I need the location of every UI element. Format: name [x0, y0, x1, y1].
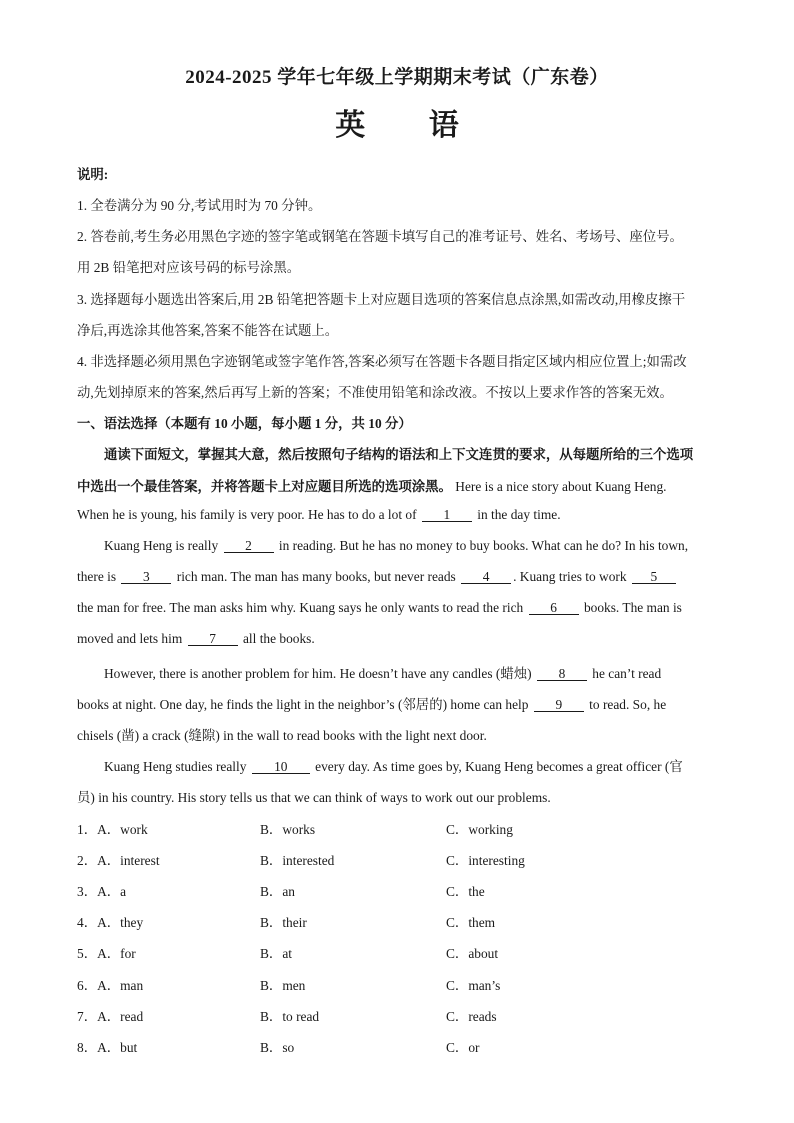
passage-text: in the day time. — [473, 507, 561, 522]
option-a[interactable]: 5．A．for — [77, 946, 136, 961]
passage-text: to read. So, he — [585, 697, 667, 712]
question-options-7 — [77, 1006, 717, 1026]
passage-text: every day. As time goes by, Kuang Heng becomes a great officer (官 — [311, 759, 683, 774]
blank-2: 2 — [224, 539, 274, 553]
passage-line: 员) in his country. His story tells us that we can think of ways to work out our problems. — [77, 790, 551, 805]
directions-line-1: 通读下面短文，掌握其大意，然后按照句子结构的语法和上下文连贯的要求，从每题所给的三个选项 — [104, 447, 694, 462]
instruction-3a: 3. 选择题每小题选出答案后,用 2B 铅笔把答题卡上对应题目选项的答案信息点涂黑,如需改动,用橡皮擦干 — [77, 292, 686, 307]
directions-line-2 — [77, 476, 717, 495]
instruction-2b: 用 2B 铅笔把对应该号码的标号涂黑。 — [77, 260, 301, 275]
passage-text: When he is young, his family is very poor. He has to do a lot of — [77, 507, 420, 522]
question-options-4 — [77, 912, 717, 932]
passage-line — [104, 756, 744, 775]
option-c[interactable]: C．about — [446, 946, 499, 961]
exam-title: 2024-2025 学年七年级上学期期末考试（广东卷） — [185, 67, 609, 88]
blank-9: 9 — [534, 698, 584, 712]
option-b[interactable]: B．to read — [260, 1009, 320, 1024]
question-options-1 — [77, 819, 717, 839]
option-a[interactable]: 6．A．man — [77, 978, 144, 993]
blank-7: 7 — [188, 632, 238, 646]
blank-8: 8 — [537, 667, 587, 681]
option-b[interactable]: B．men — [260, 978, 306, 993]
option-b[interactable]: B．works — [260, 822, 316, 837]
passage-line — [77, 507, 717, 523]
passage-text: . Kuang tries to work — [513, 569, 630, 584]
option-c[interactable]: C．reads — [446, 1009, 497, 1024]
instruction-2a: 2. 答卷前,考生务必用黑色字迹的签字笔或钢笔在答题卡填写自己的准考证号、姓名、考场号、座位号。 — [77, 229, 683, 244]
passage-text: all the books. — [239, 631, 315, 646]
question-options-6 — [77, 975, 717, 995]
instruction-3b: 净后,再选涂其他答案,答案不能答在试题上。 — [77, 323, 339, 338]
passage-text: books at night. One day, he finds the light in the neighbor’s (邻居的) home can help — [77, 697, 532, 712]
blank-4: 4 — [461, 570, 511, 584]
passage-text: there is — [77, 569, 120, 584]
passage-text: books. The man is — [580, 600, 682, 615]
question-options-3 — [77, 881, 717, 901]
option-b[interactable]: B．an — [260, 884, 295, 899]
passage-intro: Here is a nice story about Kuang Heng. — [451, 479, 667, 494]
blank-10: 10 — [252, 760, 310, 774]
option-a[interactable]: 3．A．a — [77, 884, 127, 899]
option-b[interactable]: B．their — [260, 915, 307, 930]
option-a[interactable]: 1．A．work — [77, 822, 148, 837]
blank-5: 5 — [632, 570, 676, 584]
passage-line — [77, 694, 717, 713]
instruction-4b: 动,先划掉原来的答案,然后再写上新的答案；不准使用铅笔和涂改液。不按以上要求作答的答案无效。 — [77, 385, 673, 400]
option-c[interactable]: C．man’s — [446, 978, 501, 993]
option-b[interactable]: B．at — [260, 946, 292, 961]
option-a[interactable]: 8．A．but — [77, 1040, 138, 1055]
section-heading: 一、语法选择（本题有 10 小题，每小题 1 分，共 10 分） — [77, 416, 412, 431]
passage-text: Kuang Heng is really — [104, 538, 222, 553]
option-b[interactable]: B．interested — [260, 853, 335, 868]
passage-text: rich man. The man has many books, but never reads — [173, 569, 460, 584]
option-c[interactable]: C．the — [446, 884, 485, 899]
option-c[interactable]: C．interesting — [446, 853, 525, 868]
passage-text: he can’t read — [588, 666, 662, 681]
question-options-8 — [77, 1037, 717, 1057]
passage-text: moved and lets him — [77, 631, 186, 646]
option-c[interactable]: C．them — [446, 915, 496, 930]
passage-text: in reading. But he has no money to buy books. What can he do? In his town, — [275, 538, 689, 553]
passage-line — [77, 569, 717, 585]
passage-text: However, there is another problem for him. He doesn’t have any candles (蜡烛) — [104, 666, 535, 681]
passage-line — [77, 600, 717, 616]
passage-line: chisels (凿) a crack (缝隙) in the wall to read books with the light next door. — [77, 728, 487, 743]
option-c[interactable]: C．working — [446, 822, 513, 837]
blank-3: 3 — [121, 570, 171, 584]
blank-6: 6 — [529, 601, 579, 615]
passage-line — [77, 631, 717, 647]
passage-line — [104, 538, 744, 554]
option-a[interactable]: 4．A．they — [77, 915, 144, 930]
instruction-1: 1. 全卷满分为 90 分,考试用时为 70 分钟。 — [77, 198, 322, 213]
instruction-4a: 4. 非选择题必须用黑色字迹钢笔或签字笔作答,答案必须写在答题卡各题目指定区域内相应位置上;如需改 — [77, 354, 687, 369]
option-b[interactable]: B．so — [260, 1040, 295, 1055]
blank-1: 1 — [422, 508, 472, 522]
option-c[interactable]: C．or — [446, 1040, 480, 1055]
directions-bold: 中选出一个最佳答案，并将答题卡上对应题目所选的选项涂黑。 — [77, 479, 452, 494]
instructions-heading: 说明: — [77, 167, 109, 182]
subject-title: 英 语 — [335, 109, 487, 142]
passage-text: the man for free. The man asks him why. Kuang says he only wants to read the rich — [77, 600, 527, 615]
question-options-2 — [77, 850, 717, 870]
option-a[interactable]: 7．A．read — [77, 1009, 144, 1024]
option-a[interactable]: 2．A．interest — [77, 853, 160, 868]
passage-line — [104, 663, 744, 682]
passage-text: Kuang Heng studies really — [104, 759, 250, 774]
question-options-5 — [77, 943, 717, 963]
